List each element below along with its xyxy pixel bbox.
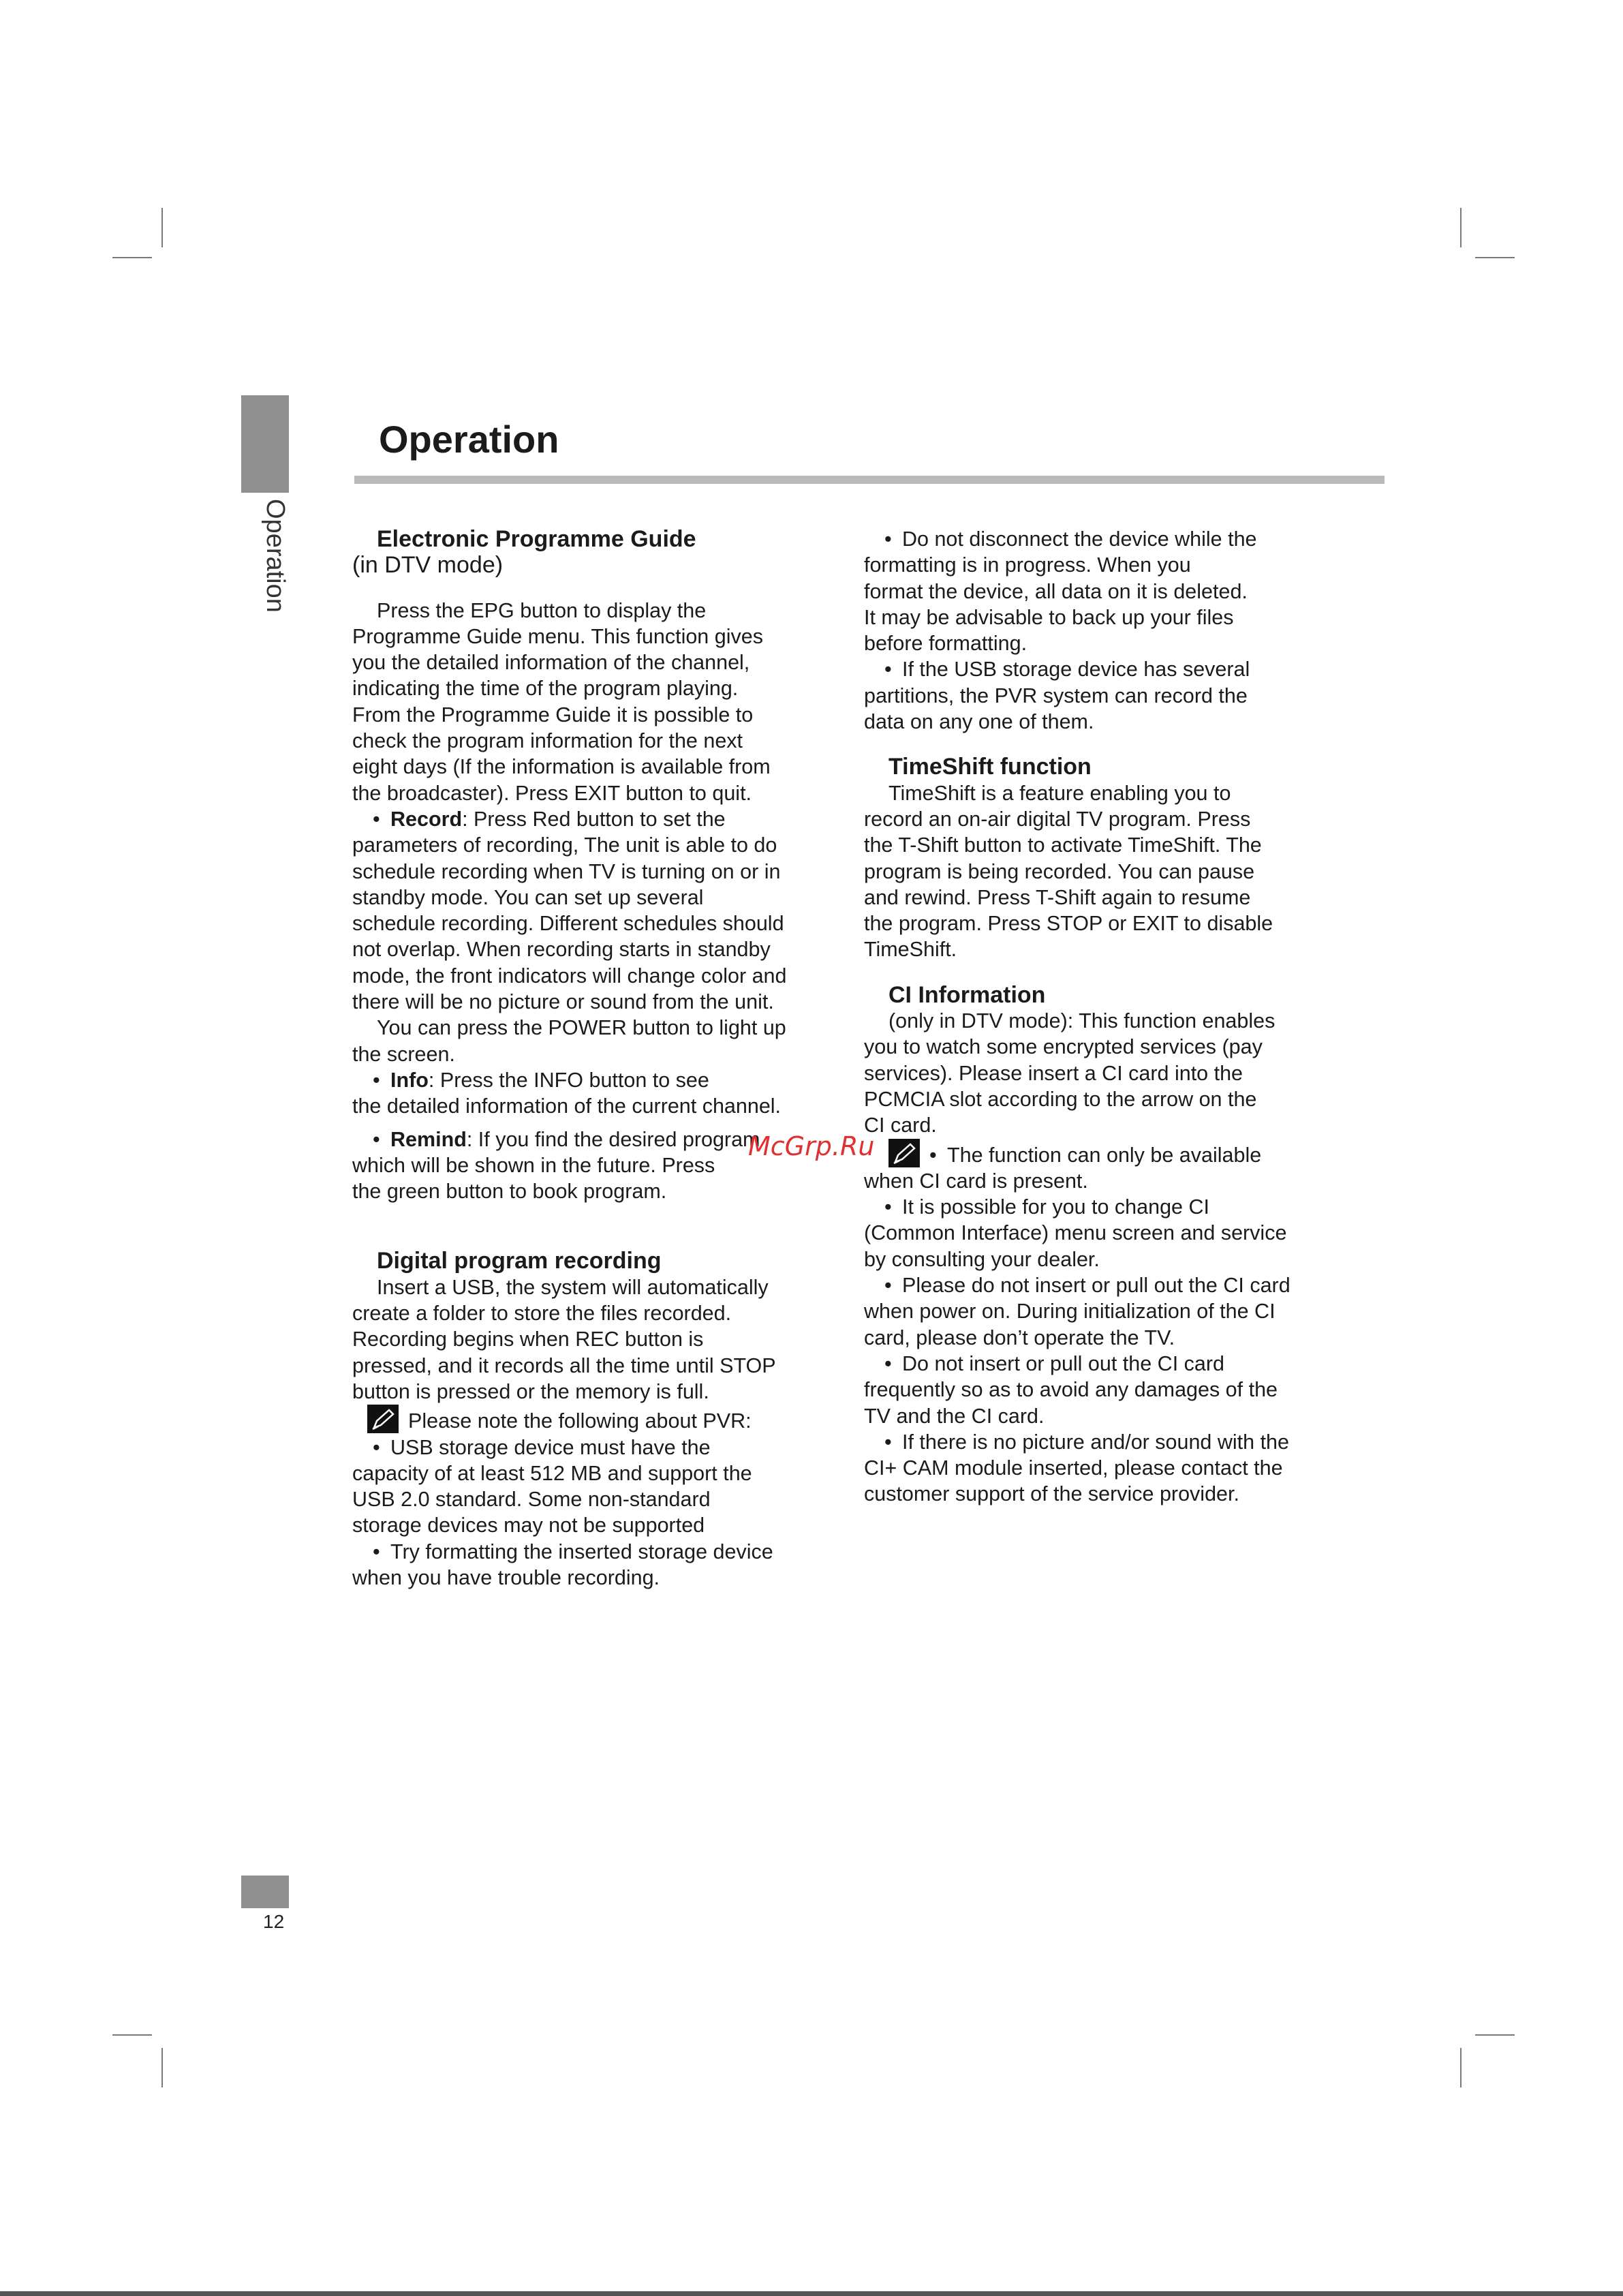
note-pencil-icon	[367, 1405, 399, 1433]
bullet-icon: •	[884, 527, 892, 551]
format-line: before formatting.	[864, 632, 1027, 656]
remind-label: Remind	[390, 1127, 467, 1151]
timeshift-line: record an on-air digital TV program. Press	[864, 807, 1251, 831]
timeshift-line: and rewind. Press T-Shift again to resume	[864, 885, 1251, 909]
epg-line: eight days (If the information is available from	[352, 755, 771, 779]
pvr-bullet-line: when you have trouble recording.	[352, 1565, 660, 1589]
page-title: Operation	[379, 418, 559, 461]
bullet-icon: •	[884, 1351, 892, 1375]
crop-mark	[1460, 2048, 1462, 2087]
ci-bullet-line: (Common Interface) menu screen and service	[864, 1221, 1287, 1245]
pvr-bullet-line: capacity of at least 512 MB and support the	[352, 1461, 752, 1485]
ci-line: services). Please insert a CI card into the	[864, 1061, 1243, 1085]
timeshift-line: TimeShift is a feature enabling you to	[888, 781, 1231, 805]
record-line: the screen.	[352, 1042, 455, 1066]
pvr-bullet	[352, 1539, 816, 1565]
timeshift-line: program is being recorded. You can pause	[864, 859, 1255, 883]
format-line: It may be advisable to back up your files	[864, 605, 1234, 629]
ci-bullet	[864, 1139, 1334, 1168]
epg-line: you the detailed information of the channel,	[352, 651, 750, 675]
ci-bullet-line: Please do not insert or pull out the CI card	[902, 1274, 1290, 1298]
timeshift-heading: TimeShift function	[888, 754, 1092, 780]
bullet-icon: •	[373, 1127, 380, 1151]
format-line: format the device, all data on it is deleted.	[864, 579, 1248, 603]
ci-line: CI card.	[864, 1114, 937, 1137]
watermark: McGrp.Ru	[748, 1131, 875, 1161]
epg-heading: Electronic Programme Guide	[377, 526, 696, 552]
timeshift-line: TimeShift.	[864, 938, 957, 962]
ci-bullet-line: card, please don’t operate the TV.	[864, 1326, 1175, 1349]
bullet-icon: •	[929, 1143, 937, 1167]
record-line: schedule recording. Different schedules should	[352, 912, 784, 936]
ci-bullet-line: by consulting your dealer.	[864, 1247, 1100, 1271]
ci-bullet-line: when power on. During initialization of the CI	[864, 1300, 1276, 1323]
record-line: You can press the POWER button to light up	[377, 1016, 786, 1040]
bullet-icon: •	[373, 807, 380, 831]
ci-bullet-line: The function can only be available	[947, 1143, 1262, 1167]
ci-heading: CI Information	[888, 981, 1046, 1008]
remind-line: the green button to book program.	[352, 1180, 667, 1204]
remind-line: which will be shown in the future. Press	[352, 1153, 715, 1177]
crop-mark	[112, 2034, 152, 2036]
page-number: 12	[263, 1911, 285, 1932]
epg-line: check the program information for the next	[352, 729, 743, 753]
record-item	[352, 806, 816, 832]
ci-bullet	[864, 1429, 1334, 1455]
pvr-line: Recording begins when REC button is	[352, 1328, 704, 1351]
format-bullet	[864, 526, 1334, 552]
note-pencil-icon	[888, 1139, 920, 1167]
ci-bullet-line: If there is no picture and/or sound with the	[902, 1430, 1289, 1454]
ci-bullet	[864, 1272, 1334, 1298]
crop-mark	[112, 257, 152, 258]
bullet-icon: •	[884, 658, 892, 682]
epg-subheading: (in DTV mode)	[352, 552, 504, 579]
side-tab-marker	[241, 395, 289, 493]
format-line: data on any one of them.	[864, 710, 1094, 734]
ci-bullet-line: when CI card is present.	[864, 1169, 1088, 1193]
pvr-note	[352, 1405, 816, 1434]
ci-bullet-line: CI+ CAM module inserted, please contact the	[864, 1456, 1283, 1480]
pvr-bullet	[352, 1435, 816, 1460]
format-line: Do not disconnect the device while the	[902, 527, 1257, 551]
ci-line: PCMCIA slot according to the arrow on the	[864, 1087, 1257, 1111]
info-line: the detailed information of the current channel.	[352, 1095, 782, 1118]
epg-line: the broadcaster). Press EXIT button to quit.	[352, 781, 752, 805]
bullet-icon: •	[884, 1195, 892, 1219]
record-line: schedule recording when TV is turning on or in	[352, 859, 781, 883]
remind-item	[352, 1127, 816, 1152]
record-line: there will be no picture or sound from the unit.	[352, 990, 774, 1014]
ci-line: you to watch some encrypted services (pay	[864, 1035, 1263, 1059]
crop-mark	[161, 208, 163, 247]
info-label: Info	[390, 1068, 429, 1092]
bullet-icon: •	[373, 1435, 380, 1459]
bullet-icon: •	[373, 1540, 380, 1563]
record-label: Record	[390, 807, 463, 831]
bullet-icon: •	[884, 1430, 892, 1454]
ci-bullet-line: TV and the CI card.	[864, 1404, 1045, 1428]
ci-bullet-line: Do not insert or pull out the CI card	[902, 1351, 1224, 1375]
pvr-heading: Digital program recording	[377, 1248, 662, 1274]
record-line: mode, the front indicators will change color and	[352, 964, 787, 988]
ci-bullet-line: customer support of the service provider.	[864, 1482, 1239, 1506]
crop-mark	[1460, 208, 1462, 247]
ci-bullet	[864, 1194, 1334, 1220]
epg-line: Programme Guide menu. This function gives	[352, 624, 763, 648]
side-section-label: Operation	[261, 499, 290, 613]
format-line: If the USB storage device has several	[902, 658, 1250, 682]
remind-line: : If you find the desired program	[466, 1127, 760, 1151]
epg-line: indicating the time of the program playing.	[352, 677, 739, 701]
epg-line: From the Programme Guide it is possible to	[352, 703, 754, 726]
record-line: : Press Red button to set the	[462, 807, 726, 831]
crop-mark	[1475, 2034, 1515, 2036]
pvr-bullet-line: Try formatting the inserted storage device	[390, 1540, 773, 1563]
format-line: partitions, the PVR system can record the	[864, 684, 1248, 707]
scan-edge-line	[0, 2291, 1623, 2296]
ci-bullet	[864, 1351, 1334, 1377]
pvr-note-text: Please note the following about PVR:	[408, 1409, 752, 1433]
ci-bullet-line: frequently so as to avoid any damages of the	[864, 1378, 1278, 1402]
pvr-line: Insert a USB, the system will automatically	[377, 1275, 769, 1299]
right-column	[864, 526, 1334, 1507]
ci-line: (only in DTV mode): This function enables	[888, 1009, 1276, 1033]
pvr-line: button is pressed or the memory is full.	[352, 1379, 709, 1403]
pvr-line: create a folder to store the files recorded.	[352, 1302, 732, 1326]
timeshift-line: the T-Shift button to activate TimeShift. The	[864, 833, 1262, 857]
bullet-icon: •	[373, 1068, 380, 1092]
epg-line: Press the EPG button to display the	[377, 598, 707, 622]
ci-bullet-line: It is possible for you to change CI	[902, 1195, 1209, 1219]
pvr-bullet-line: USB storage device must have the	[390, 1435, 711, 1459]
format-line: formatting is in progress. When you	[864, 553, 1191, 577]
bullet-icon: •	[884, 1274, 892, 1298]
crop-mark	[1475, 257, 1515, 258]
info-line: : Press the INFO button to see	[428, 1068, 709, 1092]
crop-mark	[161, 2048, 163, 2087]
record-line: standby mode. You can set up several	[352, 885, 704, 909]
left-column	[352, 526, 816, 1591]
pvr-line: pressed, and it records all the time until STOP	[352, 1353, 776, 1377]
timeshift-line: the program. Press STOP or EXIT to disable	[864, 912, 1273, 936]
record-line: not overlap. When recording starts in standby	[352, 938, 771, 962]
pvr-bullet-line: storage devices may not be supported	[352, 1514, 705, 1537]
page-number-box	[241, 1876, 289, 1908]
record-line: parameters of recording, The unit is able to do	[352, 833, 777, 857]
pvr-bullet-line: USB 2.0 standard. Some non-standard	[352, 1488, 711, 1512]
title-divider	[354, 476, 1385, 484]
format-bullet	[864, 656, 1334, 682]
info-item	[352, 1067, 816, 1093]
